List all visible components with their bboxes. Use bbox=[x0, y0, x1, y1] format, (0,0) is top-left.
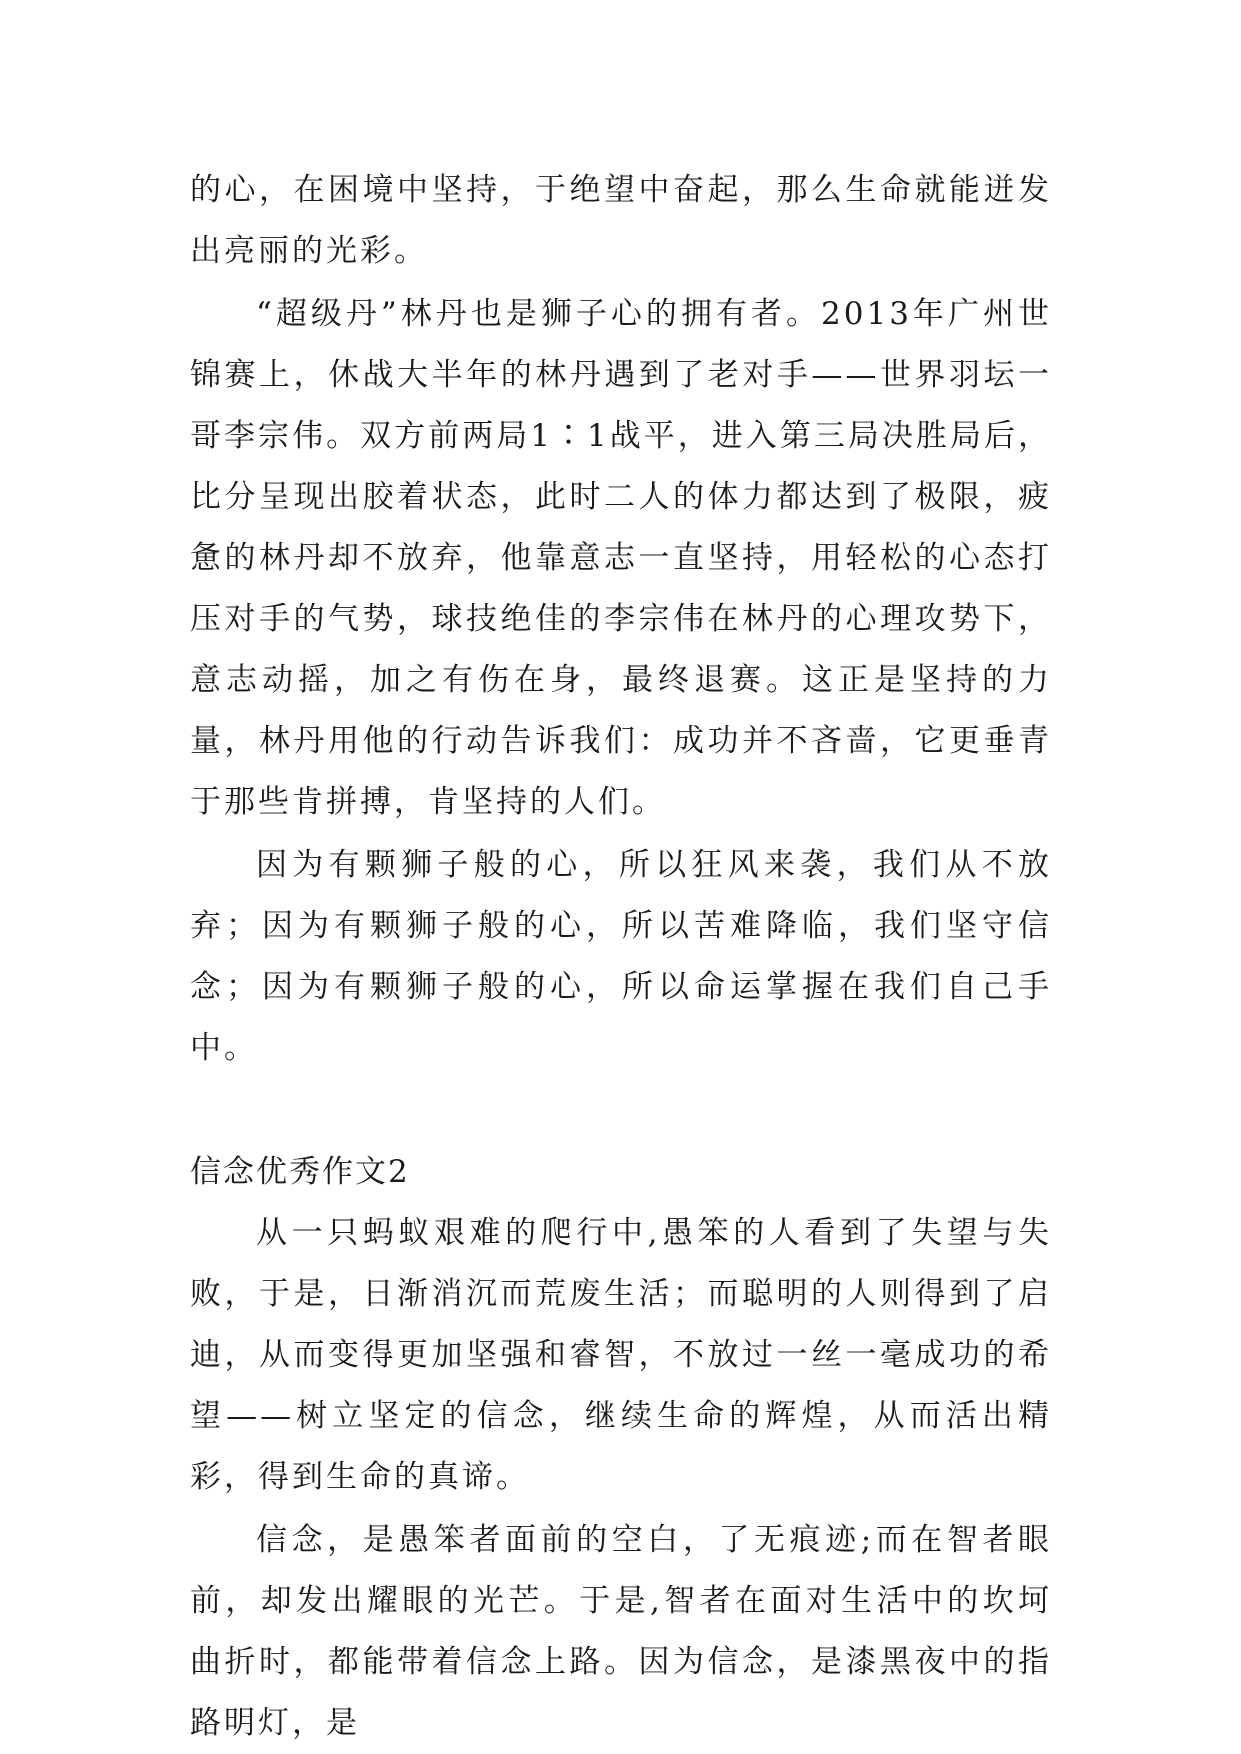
paragraph-ant: 从一只蚂蚁艰难的爬行中,愚笨的人看到了失望与失败，于是，日渐消沉而荒废生活；而聪明的人则得到了启迪，从而变得更加坚强和睿智，不放过一丝一毫成功的希望——树立坚定的信念，继续生命的辉煌，从而活出精彩，得到生命的真谛。 bbox=[190, 1215, 1052, 1495]
paragraph-lin-dan: “超级丹”林丹也是狮子心的拥有者。2013年广州世锦赛上，休战大半年的林丹遇到了老对手——世界羽坛一哥李宗伟。双方前两局1∶1战平，进入第三局决胜局后，比分呈现出胶着状态，此时二人的体力都达到了极限，疲惫的林丹却不放弃，他靠意志一直坚持，用轻松的心态打压对手的气势，球技绝佳的李宗伟在林丹的心理攻势下，意志动摇，加之有伤在身，最终退赛。这正是坚持的力量，林丹用他的行动告诉我们：成功并不吝啬，它更垂青于那些肯拼搏，肯坚持的人们。 bbox=[190, 296, 1052, 820]
paragraph-continuation: 的心，在困境中坚持，于绝望中奋起，那么生命就能迸发出亮丽的光彩。 bbox=[190, 172, 1052, 269]
document-page bbox=[190, 160, 1052, 1754]
paragraph-belief: 信念，是愚笨者面前的空白，了无痕迹;而在智者眼前，却发出耀眼的光芒。于是,智者在面对生活中的坎坷曲折时，都能带着信念上路。因为信念，是漆黑夜中的指路明灯，是 bbox=[190, 1522, 1052, 1741]
paragraph-lion-heart: 因为有颗狮子般的心，所以狂风来袭，我们从不放弃；因为有颗狮子般的心，所以苦难降临，我们坚守信念；因为有颗狮子般的心，所以命运掌握在我们自己手中。 bbox=[190, 847, 1052, 1066]
essay-heading: 信念优秀作文2 bbox=[190, 1154, 410, 1190]
